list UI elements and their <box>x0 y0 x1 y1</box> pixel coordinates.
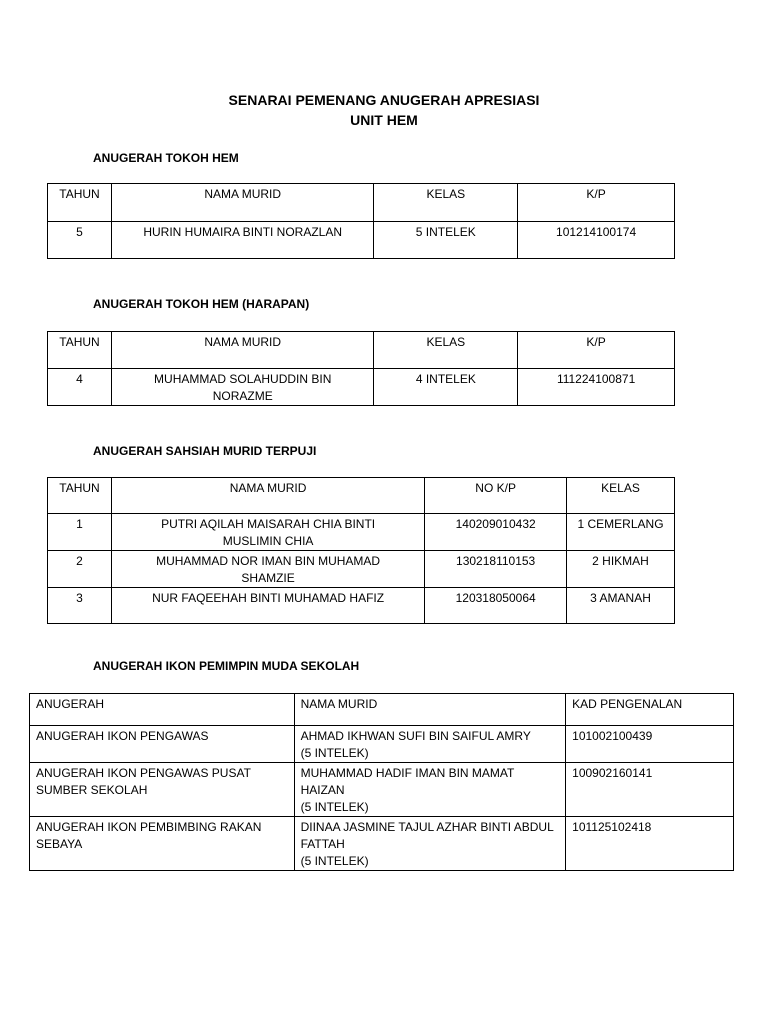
table-cell: ANUGERAH IKON PEMBIMBING RAKAN SEBAYA <box>30 817 295 871</box>
table-cell: 3 AMANAH <box>567 588 675 624</box>
student-name: MUHAMMAD HADIF IMAN BIN MAMAT HAIZAN <box>300 766 515 797</box>
table-cell: 111224100871 <box>518 369 675 406</box>
table-cell: 101002100439 <box>566 726 734 763</box>
table-cell: 101214100174 <box>518 222 675 259</box>
table-cell: 130218110153 <box>425 551 567 588</box>
table-cell <box>294 817 566 871</box>
header-cell: ANUGERAH <box>30 694 295 726</box>
table-cell: 120318050064 <box>425 588 567 624</box>
table-tokoh-hem <box>47 183 675 259</box>
header-cell: K/P <box>518 332 675 369</box>
header-cell: NAMA MURID <box>111 184 373 222</box>
table-cell: 5 INTELEK <box>374 222 518 259</box>
table-header-row <box>48 184 675 222</box>
table-cell: 1 CEMERLANG <box>567 514 675 551</box>
table-row <box>48 222 675 259</box>
header-cell: NAMA MURID <box>294 694 566 726</box>
table-row <box>48 369 675 406</box>
header-cell: TAHUN <box>48 332 112 369</box>
table-header-row <box>48 332 675 369</box>
student-class: (5 INTELEK) <box>300 800 369 814</box>
table-row <box>30 726 734 763</box>
table-header-row <box>48 478 675 514</box>
table-cell: 4 <box>48 369 112 406</box>
section-heading-sahsiah-murid: ANUGERAH SAHSIAH MURID TERPUJI <box>93 444 317 458</box>
table-tokoh-hem-harapan <box>47 331 675 406</box>
table-cell: 4 INTELEK <box>374 369 518 406</box>
header-cell: NAMA MURID <box>111 332 374 369</box>
table-row <box>48 514 675 551</box>
table-row <box>48 551 675 588</box>
student-class: (5 INTELEK) <box>300 746 369 760</box>
table-cell: 100902160141 <box>566 763 734 817</box>
header-cell: K/P <box>518 184 675 222</box>
section-heading-tokoh-hem-harapan: ANUGERAH TOKOH HEM (HARAPAN) <box>93 297 310 311</box>
header-cell: KELAS <box>374 184 518 222</box>
header-cell: KELAS <box>374 332 518 369</box>
section-heading-ikon-pemimpin: ANUGERAH IKON PEMIMPIN MUDA SEKOLAH <box>93 659 360 673</box>
table-cell: ANUGERAH IKON PENGAWAS PUSAT SUMBER SEKOLAH <box>30 763 295 817</box>
table-cell: MUHAMMAD SOLAHUDDIN BIN NORAZME <box>111 369 374 406</box>
table-cell: ANUGERAH IKON PENGAWAS <box>30 726 295 763</box>
table-sahsiah-murid <box>47 477 675 624</box>
section-heading-tokoh-hem: ANUGERAH TOKOH HEM <box>93 151 239 165</box>
table-header-row <box>30 694 734 726</box>
table-cell: 140209010432 <box>425 514 567 551</box>
table-cell: 101125102418 <box>566 817 734 871</box>
page-subtitle: UNIT HEM <box>350 112 418 128</box>
table-cell: 2 <box>48 551 112 588</box>
table-cell: 2 HIKMAH <box>567 551 675 588</box>
table-cell: 5 <box>48 222 112 259</box>
header-cell: NAMA MURID <box>111 478 424 514</box>
table-cell: MUHAMMAD NOR IMAN BIN MUHAMAD SHAMZIE <box>111 551 424 588</box>
table-cell: 1 <box>48 514 112 551</box>
table-cell <box>294 763 566 817</box>
header-cell: KAD PENGENALAN <box>566 694 734 726</box>
header-cell: KELAS <box>567 478 675 514</box>
table-ikon-pemimpin <box>29 693 734 871</box>
table-cell: PUTRI AQILAH MAISARAH CHIA BINTI MUSLIMIN CHIA <box>111 514 424 551</box>
table-cell <box>294 726 566 763</box>
table-cell: NUR FAQEEHAH BINTI MUHAMAD HAFIZ <box>111 588 424 624</box>
header-cell: TAHUN <box>48 478 112 514</box>
table-row <box>30 763 734 817</box>
student-class: (5 INTELEK) <box>300 854 369 868</box>
header-cell: TAHUN <box>48 184 112 222</box>
student-name: DIINAA JASMINE TAJUL AZHAR BINTI ABDUL FATTAH <box>300 820 554 851</box>
table-row <box>30 817 734 871</box>
page-title: SENARAI PEMENANG ANUGERAH APRESIASI <box>228 92 540 108</box>
header-cell: NO K/P <box>425 478 567 514</box>
table-row <box>48 588 675 624</box>
table-cell: 3 <box>48 588 112 624</box>
table-cell: HURIN HUMAIRA BINTI NORAZLAN <box>111 222 373 259</box>
student-name: AHMAD IKHWAN SUFI BIN SAIFUL AMRY <box>300 729 531 743</box>
